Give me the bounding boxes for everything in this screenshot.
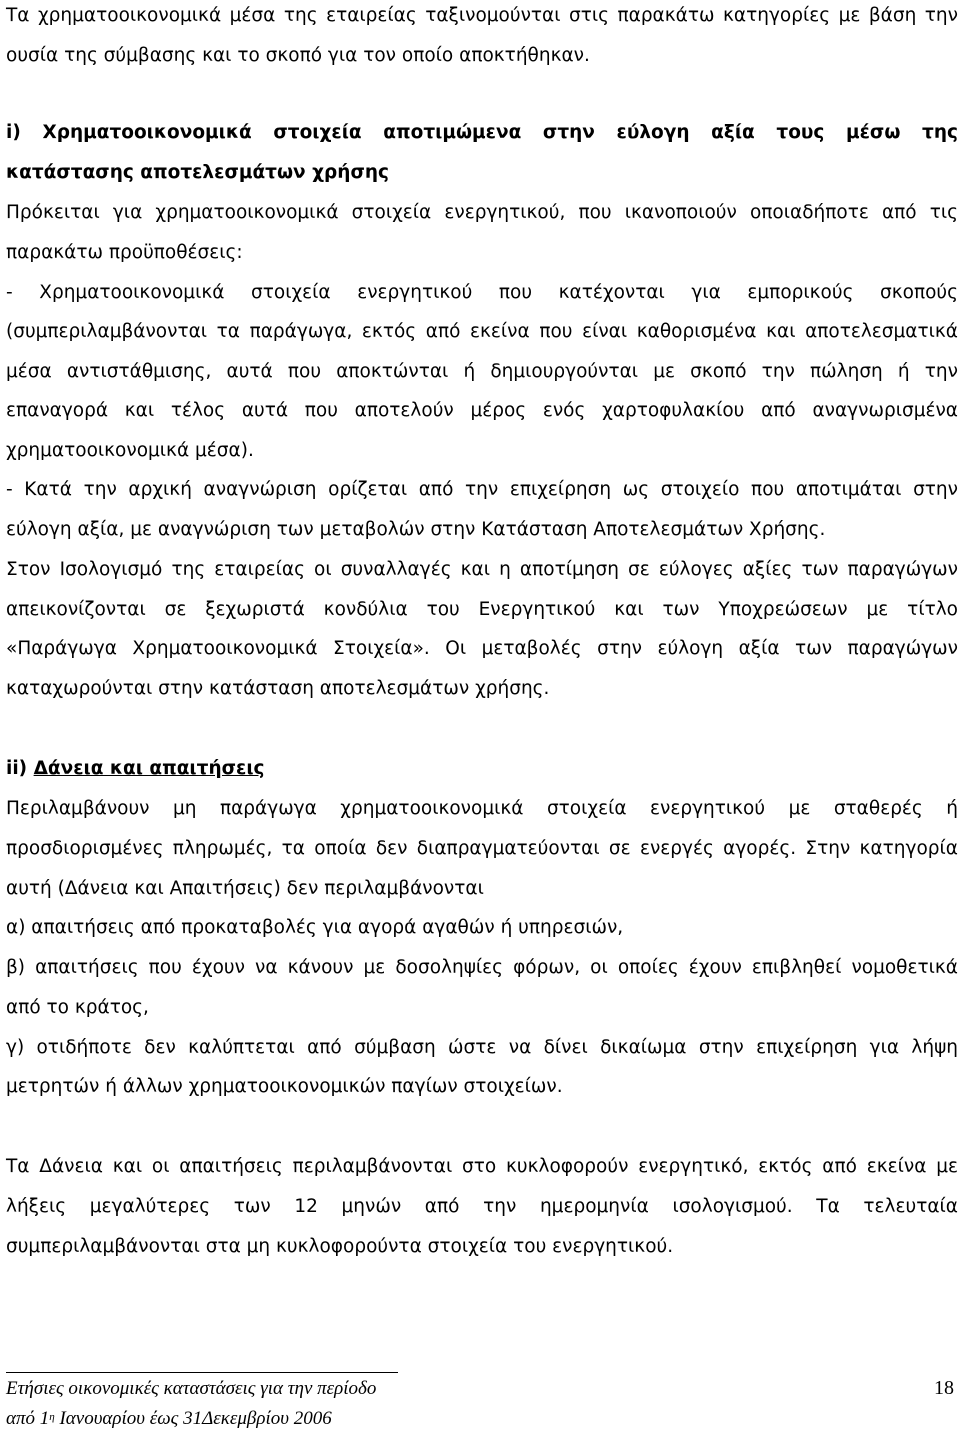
section-i-body-line: «Παράγωγα Χρηματοοικονομικά Στοιχεία». Οι μεταβολές στην εύλογη αξία των παραγώγων [6,638,958,659]
section-i-body-line: καταχωρούνται στην κατάσταση αποτελεσμάτων χρήσης. [6,678,550,699]
section-i-body-line: Στον Ισολογισμό της εταιρείας οι συναλλαγές και η αποτίμηση σε εύλογες αξίες των παραγώγων [6,559,958,580]
section-ii-body-line: γ) οτιδήποτε δεν καλύπτεται από σύμβαση ώστε να δίνει δικαίωμα στην επιχείρηση για λήψη [6,1037,958,1058]
footer-period [6,1408,332,1430]
section-i-body-line: απεικονίζονται σε ξεχωριστά κονδύλια του Ενεργητικού και των Υποχρεώσεων με τίτλο [6,599,958,620]
section-ii-body-line: α) απαιτήσεις από προκαταβολές για αγορά αγαθών ή υπηρεσιών, [6,917,624,938]
intro-line-1: Τα χρηματοοικονομικά μέσα της εταιρείας ταξινομούνται στις παρακάτω κατηγορίες με βάση την [6,5,958,26]
section-i-body-line: (συμπεριλαμβάνονται τα παράγωγα, εκτός από εκείνα που είναι καθορισμένα και αποτελεσματικά [6,321,958,342]
section-i-body-line: Πρόκειται για χρηματοοικονομικά στοιχεία ενεργητικού, που ικανοποιούν οποιαδήποτε από τις [6,202,958,223]
section-ii-body-line: από το κράτος, [6,997,149,1018]
section-i-heading-line-1: i) Χρηματοοικονομικά στοιχεία αποτιμώμενα στην εύλογη αξία τους μέσω της [6,122,958,143]
section-ii-heading [6,757,958,781]
section-ii-body-line: μετρητών ή άλλων χρηματοοικονομικών παγίων στοιχείων. [6,1076,563,1097]
section-i-body-line: - Χρηματοοικονομικά στοιχεία ενεργητικού που κατέχονται για εμπορικούς σκοπούς [6,282,958,303]
section-ii-body-line: αυτή (Δάνεια και Απαιτήσεις) δεν περιλαμβάνονται [6,878,484,899]
section-ii-body-line: Περιλαμβάνουν μη παράγωγα χρηματοοικονομικά στοιχεία ενεργητικού με σταθερές ή [6,798,958,819]
closing-line-2: λήξεις μεγαλύτερες των 12 μηνών από την ημερομηνία ισολογισμού. Τα τελευταία [6,1196,958,1217]
closing-line-3: συμπεριλαμβάνονται στα μη κυκλοφορούντα στοιχεία του ενεργητικού. [6,1236,674,1257]
section-ii-body-line: προσδιορισμένες πληρωμές, τα οποία δεν διαπραγματεύονται σε ενεργές αγορές. Στην κατηγορία [6,838,958,859]
section-ii-body-line: β) απαιτήσεις που έχουν να κάνουν με δοσοληψίες φόρων, οι οποίες έχουν επιβληθεί νομοθετικά [6,957,958,978]
section-ii-heading-prefix: ii) [6,758,34,779]
footer-period-to: Ιανουαρίου έως 31Δεκεμβρίου 2006 [54,1408,332,1429]
section-i-heading-line-2: κατάστασης αποτελεσμάτων χρήσης [6,162,389,183]
section-i-body-line: - Κατά την αρχική αναγνώριση ορίζεται από την επιχείρηση ως στοιχείο που αποτιμάται στην [6,479,958,500]
section-i-body-line: χρηματοοικονομικά μέσα). [6,440,254,461]
closing-line-1: Τα Δάνεια και οι απαιτήσεις περιλαμβάνονται στο κυκλοφορούν ενεργητικό, εκτός από εκείνα με [6,1156,958,1177]
section-i-body-line: εύλογη αξία, με αναγνώριση των μεταβολών στην Κατάσταση Αποτελεσμάτων Χρήσης. [6,519,826,540]
section-ii-heading-title: Δάνεια και απαιτήσεις [33,758,265,779]
section-i-body-line: επαναγορά και τέλος αυτά που αποτελούν μέρος ενός χαρτοφυλακίου από αναγνωρισμένα [6,400,958,421]
footer-divider [6,1372,398,1373]
page-number: 18 [934,1377,954,1399]
intro-line-2: ουσία της σύμβασης και το σκοπό για τον οποίο αποκτήθηκαν. [6,45,590,66]
section-i-body-line: μέσα αντιστάθμισης, αυτά που αποκτώνται ή δημιουργούνται με σκοπό την πώληση ή την [6,361,958,382]
footer-title: Ετήσιες οικονομικές καταστάσεις για την περίοδο [6,1378,377,1399]
section-i-body-line: παρακάτω προϋποθέσεις: [6,242,243,263]
footer-period-ordinal: η [49,1411,55,1423]
footer-period-from: από 1 [6,1408,50,1429]
